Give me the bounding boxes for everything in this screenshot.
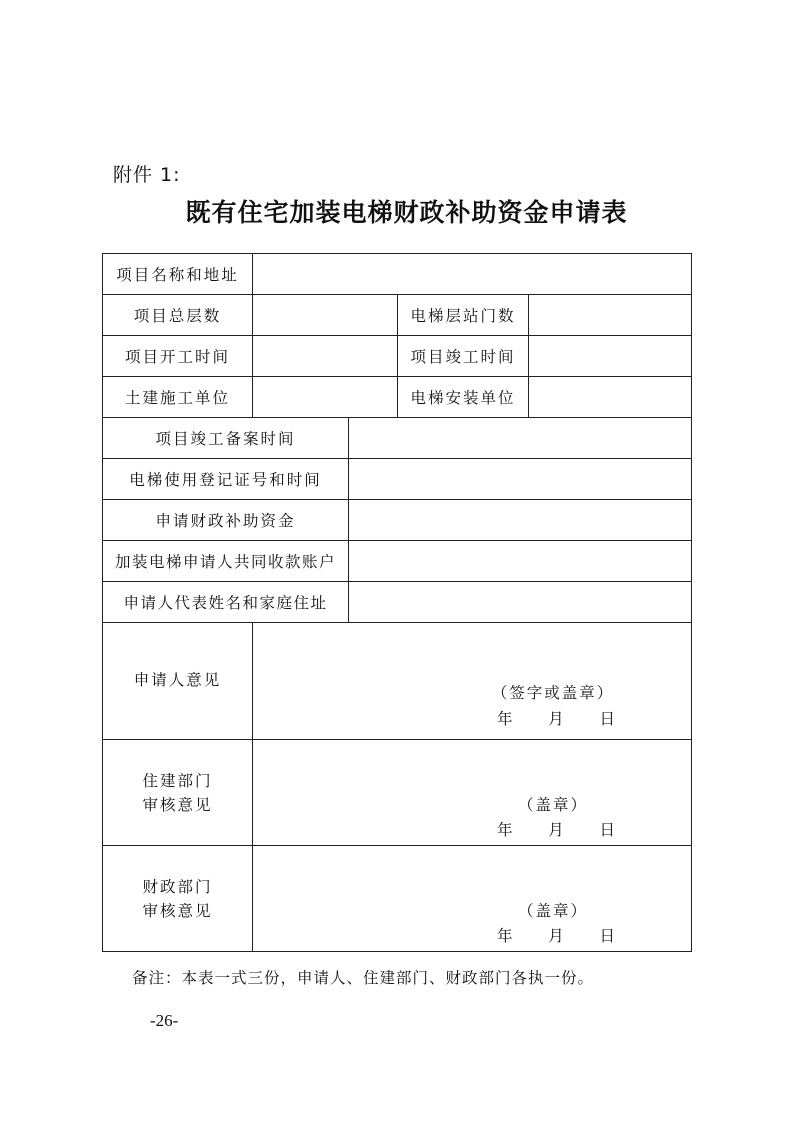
table-row <box>103 459 692 500</box>
table-row <box>103 377 692 418</box>
footnote: 备注：本表一式三份，申请人、住建部门、财政部门各执一份。 <box>132 969 595 987</box>
total-floors-field[interactable] <box>253 295 398 336</box>
application-form-table <box>102 253 692 952</box>
finance-dept-line1: 财政部门 <box>142 877 213 896</box>
table-row <box>103 582 692 623</box>
joint-account-label: 加装电梯申请人共同收款账户 <box>103 541 349 582</box>
applicant-opinion-label <box>103 623 253 740</box>
date-line <box>497 924 617 946</box>
completion-time-field[interactable] <box>529 336 692 377</box>
finance-dept-opinion-label <box>103 846 253 952</box>
seal-note: （盖章） <box>517 796 588 814</box>
applicant-representative-field[interactable] <box>349 582 692 623</box>
civil-contractor-field[interactable] <box>253 377 398 418</box>
finance-dept-line2: 审核意见 <box>142 901 213 920</box>
date-line <box>497 818 617 840</box>
table-row <box>103 295 692 336</box>
signature-note: （签字或盖章） <box>491 684 615 702</box>
applicant-representative-label: 申请人代表姓名和家庭住址 <box>103 582 349 623</box>
date-line <box>497 707 617 729</box>
date-day-label: 日 <box>599 927 617 945</box>
date-month-label: 月 <box>548 710 566 728</box>
page-number: -26- <box>150 1011 179 1030</box>
start-time-field[interactable] <box>253 336 398 377</box>
elevator-stops-field[interactable] <box>529 295 692 336</box>
table-row <box>103 254 692 295</box>
table-row <box>103 500 692 541</box>
table-row <box>103 541 692 582</box>
date-month-label: 月 <box>548 927 566 945</box>
housing-dept-opinion-field[interactable] <box>253 740 692 846</box>
applicant-opinion-field[interactable] <box>253 623 692 740</box>
date-year-label: 年 <box>497 927 515 945</box>
date-day-label: 日 <box>599 821 617 839</box>
subsidy-requested-field[interactable] <box>349 500 692 541</box>
housing-dept-line2: 审核意见 <box>142 795 213 814</box>
project-name-address-field[interactable] <box>253 254 692 295</box>
table-row <box>103 740 692 846</box>
document-title: 既有住宅加装电梯财政补助资金申请表 <box>185 198 628 227</box>
elevator-installer-field[interactable] <box>529 377 692 418</box>
table-row <box>103 418 692 459</box>
date-year-label: 年 <box>497 710 515 728</box>
start-time-label: 项目开工时间 <box>103 336 253 377</box>
attachment-label: 附件 1: <box>113 164 181 186</box>
project-name-address-label: 项目名称和地址 <box>103 254 253 295</box>
table-row <box>103 846 692 952</box>
elevator-registration-field[interactable] <box>349 459 692 500</box>
applicant-opinion-label-text: 申请人意见 <box>133 671 222 689</box>
civil-contractor-label: 土建施工单位 <box>103 377 253 418</box>
joint-account-field[interactable] <box>349 541 692 582</box>
elevator-installer-label: 电梯安装单位 <box>398 377 529 418</box>
date-month-label: 月 <box>548 821 566 839</box>
table-row <box>103 336 692 377</box>
completion-record-time-field[interactable] <box>349 418 692 459</box>
seal-note: （盖章） <box>517 902 588 920</box>
housing-dept-line1: 住建部门 <box>142 771 213 790</box>
elevator-registration-label: 电梯使用登记证号和时间 <box>103 459 349 500</box>
housing-dept-opinion-label <box>103 740 253 846</box>
total-floors-label: 项目总层数 <box>103 295 253 336</box>
elevator-stops-label: 电梯层站门数 <box>398 295 529 336</box>
subsidy-requested-label: 申请财政补助资金 <box>103 500 349 541</box>
date-day-label: 日 <box>599 710 617 728</box>
completion-record-time-label: 项目竣工备案时间 <box>103 418 349 459</box>
completion-time-label: 项目竣工时间 <box>398 336 529 377</box>
table-row <box>103 623 692 740</box>
finance-dept-opinion-field[interactable] <box>253 846 692 952</box>
date-year-label: 年 <box>497 821 515 839</box>
